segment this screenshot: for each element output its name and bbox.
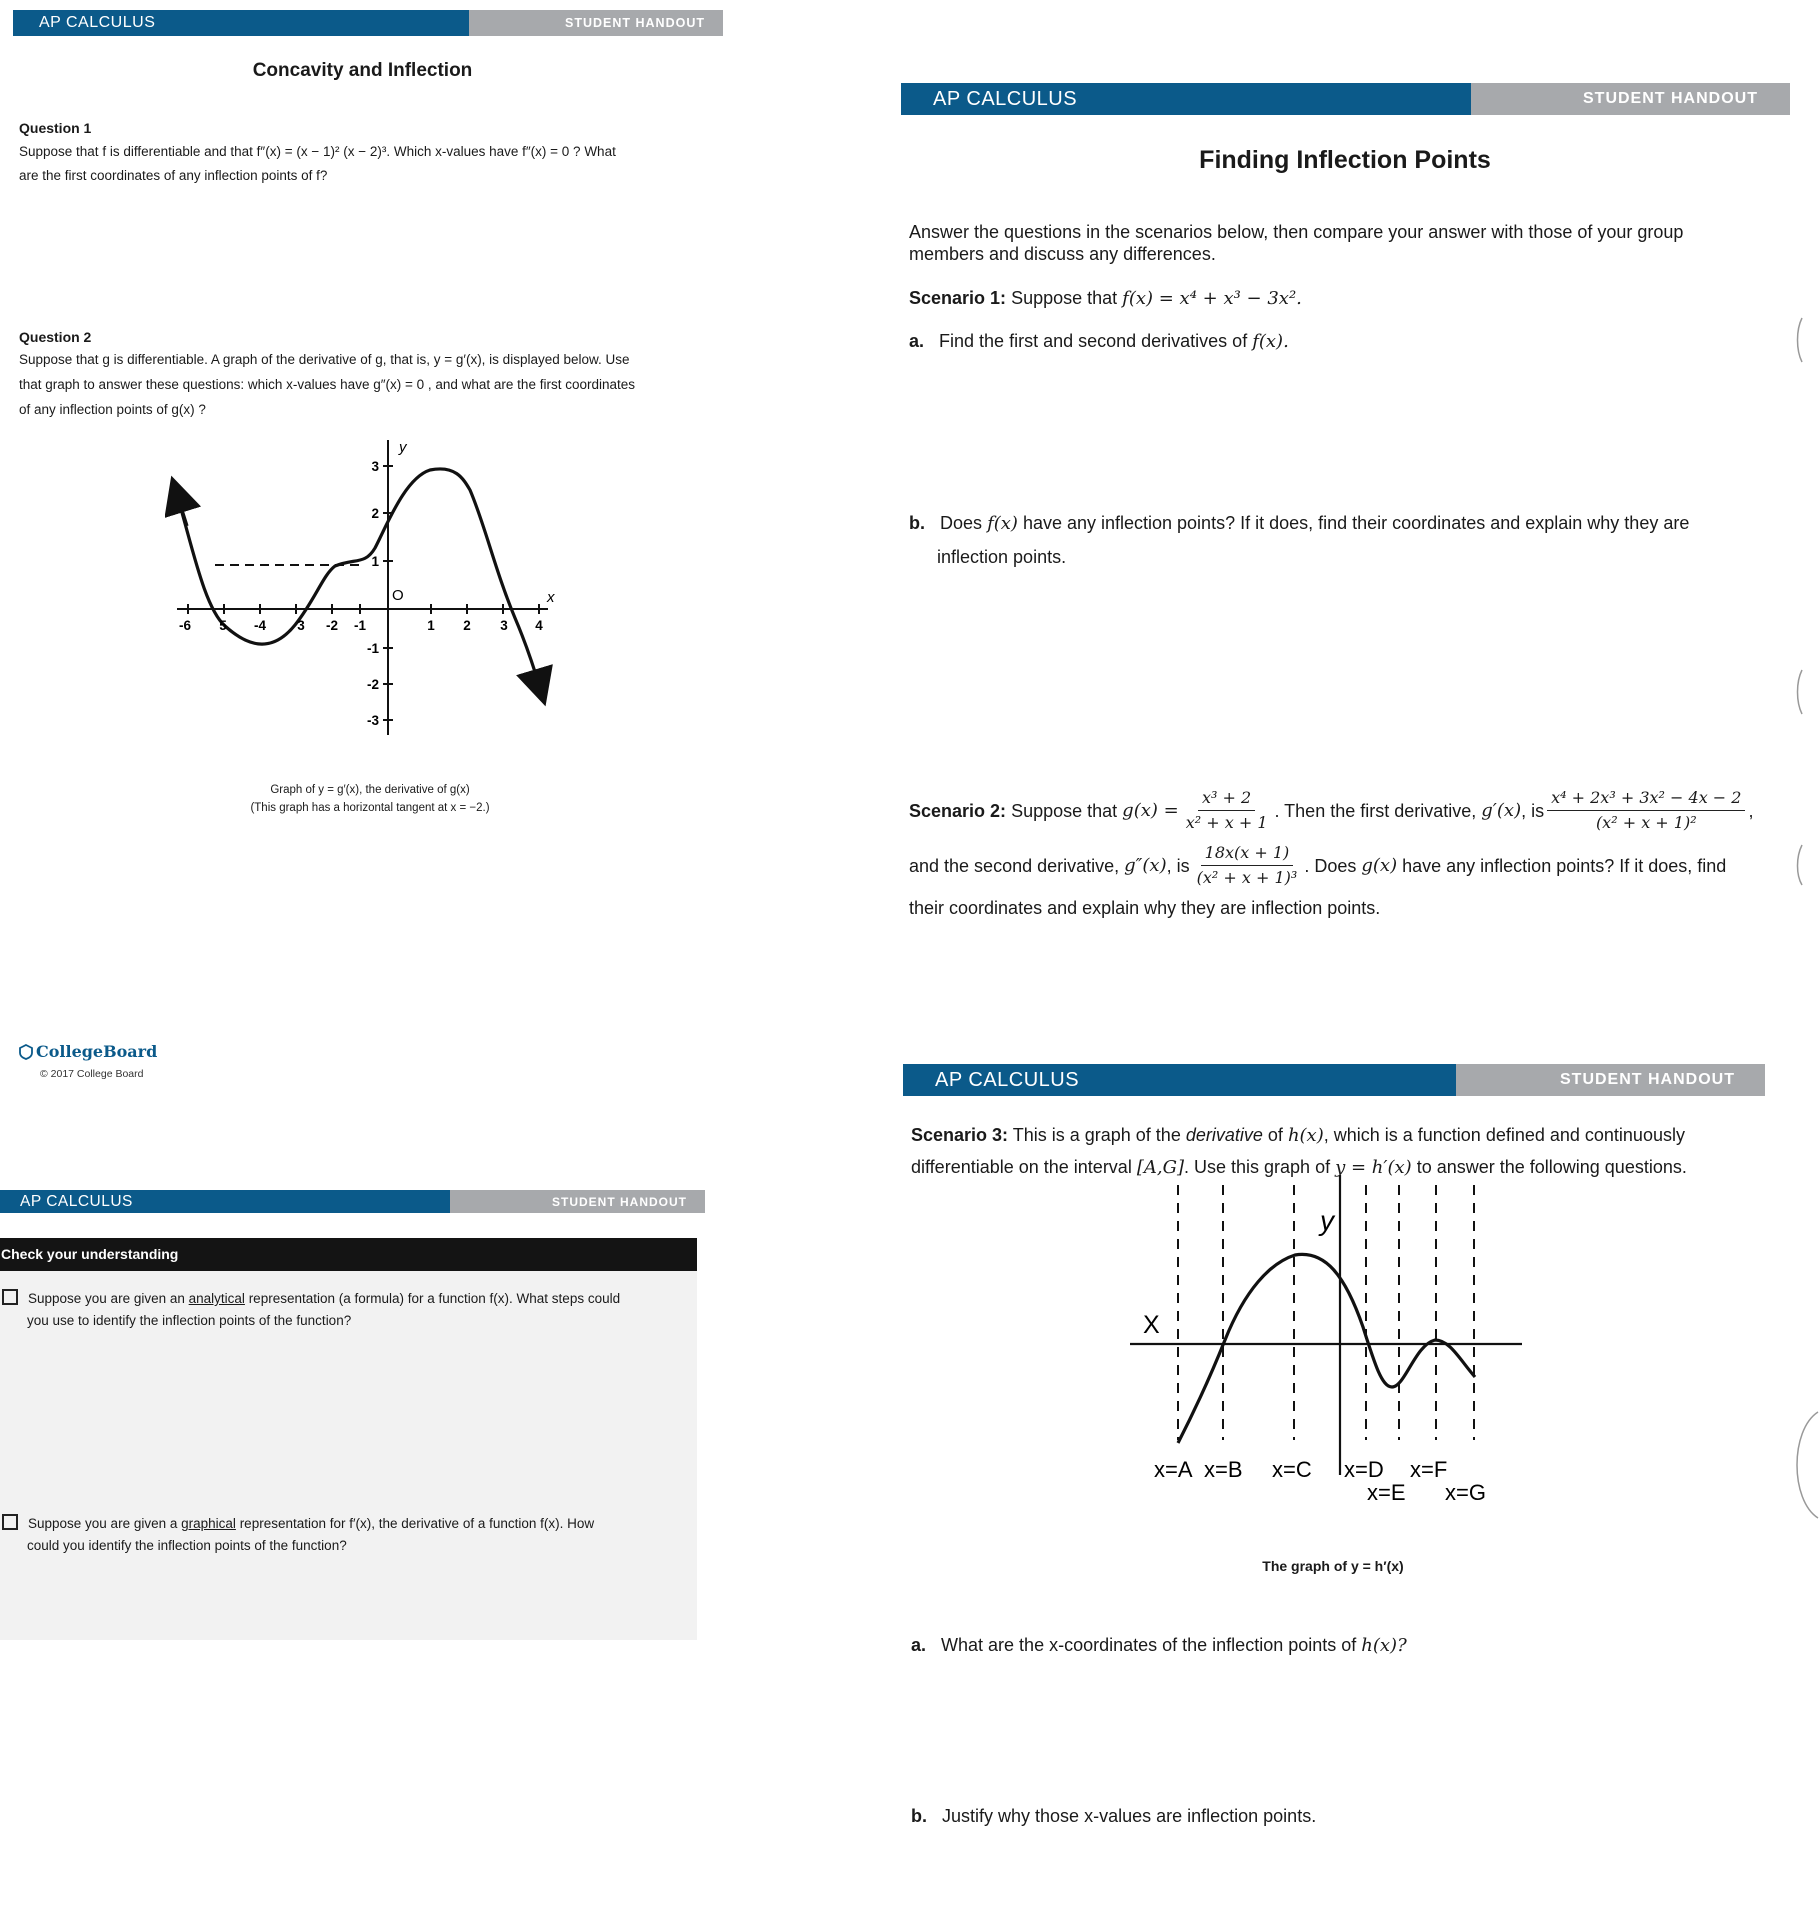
page-edge-marks [1780, 310, 1810, 890]
g-of-x: g(x) [1361, 854, 1398, 876]
scenario-2-label: Scenario 2: [909, 800, 1007, 821]
graph1-x-label: x [547, 589, 555, 606]
part-a [909, 330, 1289, 353]
collegeboard-logo [19, 1042, 157, 1061]
y-tick-label: 1 [371, 554, 379, 569]
logo-text: CollegeBoard [36, 1042, 158, 1061]
x-tick-label: 4 [535, 618, 543, 633]
part-b-label: b. [911, 1806, 927, 1826]
y-tick-label: 2 [371, 506, 379, 521]
page-concavity [0, 0, 720, 1140]
copyright: © 2017 College Board [40, 1068, 144, 1080]
point-label: x=A [1154, 1457, 1193, 1482]
page-title: Concavity and Inflection [252, 60, 473, 81]
check-understanding-title: Check your understanding [0, 1238, 697, 1271]
part-a-label: a. [909, 331, 925, 351]
scenario-2-line-3: their coordinates and explain why they are inflection points. [909, 898, 1381, 918]
g-of-x: g(x) = [1122, 799, 1179, 821]
question-2-line-3: of any inflection points of g(x) ? [19, 402, 206, 417]
graph1-y-label: y [399, 439, 407, 456]
g-prime-denominator: (x² + x + 1)² [1595, 813, 1697, 832]
scenario-2-text: , is [1166, 855, 1190, 876]
scenario-3-text: of [1267, 1125, 1283, 1145]
question-1-line-1: Suppose that f is differentiable and that f″(x) = (x − 1)² (x − 2)³. Which x-values have f″(x) = 0 ? What [19, 144, 616, 159]
part-b [909, 512, 1789, 535]
checklist-item-analytical-line-2: you use to identify the inflection points of the function? [27, 1313, 352, 1328]
intro-line-2: members and discuss any differences. [909, 244, 1216, 264]
item-text: Suppose you are given an [28, 1291, 185, 1306]
g-fraction [1182, 788, 1272, 833]
g-double-prime-fraction [1193, 843, 1302, 888]
point-label: x=F [1410, 1457, 1448, 1482]
question-1-line-2: are the first coordinates of any inflection points of f? [19, 168, 328, 183]
scenario-2-line-1: Scenario 2: Suppose that g(x) = $\frac{\text{x³ + 2}}{\text{x² + x + 1}}$ . Then the first derivative, g′(x) , is $\frac{\text{x⁴ + 2x³ + 3x² − 4x − 2}}{\text{(x² + x + 1)²}}$ , [909, 788, 1754, 832]
header-right: STUDENT HANDOUT [469, 10, 723, 36]
scenario-1-formula: f(x) = x⁴ + x³ − 3x². [1122, 288, 1302, 309]
graph-caption: The graph of y = h′(x) [1262, 1558, 1404, 1574]
scenario-1-label: Scenario 1: [909, 288, 1007, 308]
part-a-text: Find the first and second derivatives of [939, 331, 1248, 351]
x-tick-label: -6 [178, 618, 192, 633]
x-tick-label: 3 [297, 618, 305, 633]
header-left: AP CALCULUS [903, 1064, 1456, 1096]
point-label: x=G [1445, 1480, 1486, 1505]
scenario-3-derivative-word: derivative [1185, 1125, 1263, 1145]
x-tick-label: 2 [463, 618, 471, 633]
item-text: representation for f′(x), the derivative of a function f(x). How [239, 1516, 595, 1531]
g-double-prime-numerator: 18x(x + 1) [1201, 843, 1294, 866]
scenario-3-text: This is a graph of the [1012, 1125, 1181, 1145]
header-right: STUDENT HANDOUT [450, 1190, 705, 1213]
checklist-item-analytical[interactable] [2, 1287, 692, 1311]
page-check-understanding [0, 1190, 710, 1640]
x-tick-label: 1 [427, 618, 435, 633]
x-tick-label: 5 [219, 618, 227, 633]
g-double-prime-denominator: (x² + x + 1)³ [1196, 868, 1298, 887]
scenario-3-label: Scenario 3: [911, 1125, 1009, 1145]
g-denominator: x² + x + 1 [1185, 813, 1268, 832]
scenario-3-part-b [911, 1805, 1316, 1827]
page-edge-mark [1780, 1410, 1819, 1520]
point-label: x=E [1367, 1480, 1406, 1505]
part-a-label: a. [911, 1635, 927, 1655]
page4-header [903, 1064, 1765, 1096]
g-double-prime: g″(x) [1124, 854, 1167, 876]
page2-header [0, 1190, 705, 1213]
y-equals-h-prime: y = h′(x) [1335, 1157, 1412, 1178]
scenario-2-text: . Then the first derivative, [1274, 800, 1477, 821]
scenario-3-text: , which is a function defined and continuously [1323, 1125, 1685, 1145]
part-b-text: Does [940, 513, 983, 533]
scenario-1 [909, 287, 1302, 310]
graph2-x-label: X [1143, 1311, 1160, 1339]
point-label: x=D [1344, 1457, 1384, 1482]
g-numerator: x³ + 2 [1198, 788, 1255, 811]
scenario-3-line-1 [911, 1124, 1771, 1147]
graph2-y-label: y [1320, 1205, 1334, 1236]
part-b-fx: f(x) [987, 513, 1018, 534]
scenario-1-text: Suppose that [1011, 288, 1118, 308]
x-tick-label: -2 [325, 618, 339, 633]
header-right: STUDENT HANDOUT [1471, 83, 1790, 115]
point-label: x=B [1204, 1457, 1243, 1482]
scenario-3-text: . Use this graph of [1184, 1157, 1331, 1177]
x-tick-label: -1 [353, 618, 367, 633]
h-of-x: h(x) [1287, 1125, 1324, 1146]
question-2-label: Question 2 [19, 329, 92, 345]
scenario-3-text: to answer the following questions. [1416, 1157, 1687, 1177]
header-left: AP CALCULUS [13, 10, 469, 36]
y-tick-label: -2 [366, 677, 379, 692]
y-tick-label: -1 [366, 641, 379, 656]
y-tick-label: -3 [366, 713, 379, 728]
page1-header [13, 10, 723, 36]
scenario-2-text: and the second derivative, [909, 855, 1120, 876]
part-b-text: Justify why those x-values are inflection points. [942, 1806, 1317, 1826]
part-b-line-2: inflection points. [937, 547, 1067, 567]
scenario-2-text: Suppose that [1011, 800, 1118, 821]
intro-line-1: Answer the questions in the scenarios below, then compare your answer with those of your group [909, 222, 1684, 242]
x-tick-label: 3 [500, 618, 508, 633]
graph-caption-1: Graph of y = g′(x), the derivative of g(x) [270, 784, 470, 796]
g-prime-numerator: x⁴ + 2x³ + 3x² − 4x − 2 [1547, 788, 1745, 811]
scenario-2-text: . Does [1304, 855, 1357, 876]
scenario-3-part-a [911, 1634, 1407, 1657]
part-a-fx: f(x). [1252, 331, 1289, 352]
item-text: representation (a formula) for a function f(x). What steps could [248, 1291, 621, 1306]
part-a-text: What are the x-coordinates of the inflection points of [941, 1635, 1357, 1655]
question-1-label: Question 1 [19, 120, 92, 136]
page-title: Finding Inflection Points [1199, 146, 1491, 174]
page-finding-inflection [900, 0, 1819, 1000]
question-2-line-2: that graph to answer these questions: which x-values have g″(x) = 0 , and what are the first coordinates [19, 377, 635, 392]
question-2-line-1: Suppose that g is differentiable. A graph of the derivative of g, that is, y = g′(x), is displayed below. Use [19, 352, 630, 367]
part-a-hx: h(x)? [1361, 1635, 1407, 1656]
acorn-icon [19, 1044, 33, 1060]
g-prime-curve [179, 469, 540, 688]
item-text: Suppose you are given a [28, 1516, 178, 1531]
page3-header [901, 83, 1790, 115]
scenario-3-text: differentiable on the interval [911, 1157, 1132, 1177]
header-left: AP CALCULUS [901, 83, 1471, 115]
item-underlined: analytical [188, 1291, 245, 1306]
header-left: AP CALCULUS [0, 1190, 450, 1213]
scenario-2-text: have any inflection points? If it does, find [1402, 855, 1727, 876]
graph1-origin-label: O [392, 587, 404, 604]
graph-caption-2: (This graph has a horizontal tangent at x = −2.) [250, 802, 490, 814]
derivative-graph-g [165, 430, 565, 740]
header-right: STUDENT HANDOUT [1456, 1064, 1765, 1096]
scenario-2-text: , is [1521, 800, 1545, 821]
scenario-2-line-2 [909, 843, 1809, 888]
part-b-label: b. [909, 513, 925, 533]
x-tick-label: -4 [253, 618, 267, 633]
page-scenario-3 [900, 1050, 1819, 1910]
g-prime: g′(x) [1481, 799, 1522, 821]
g-prime-fraction [1547, 788, 1745, 833]
checklist-item-graphical[interactable] [2, 1512, 692, 1536]
checkbox-icon[interactable] [2, 1514, 18, 1530]
checkbox-icon[interactable] [2, 1289, 18, 1305]
checklist-item-graphical-line-2: could you identify the inflection points of the function? [27, 1538, 347, 1553]
part-b-text: have any inflection points? If it does, find their coordinates and explain why they are [1022, 513, 1690, 533]
item-underlined: graphical [181, 1516, 236, 1531]
y-tick-label: 3 [371, 459, 379, 474]
derivative-graph-h [1130, 1175, 1530, 1575]
point-label: x=C [1272, 1457, 1312, 1482]
interval: [A,G] [1136, 1157, 1184, 1178]
